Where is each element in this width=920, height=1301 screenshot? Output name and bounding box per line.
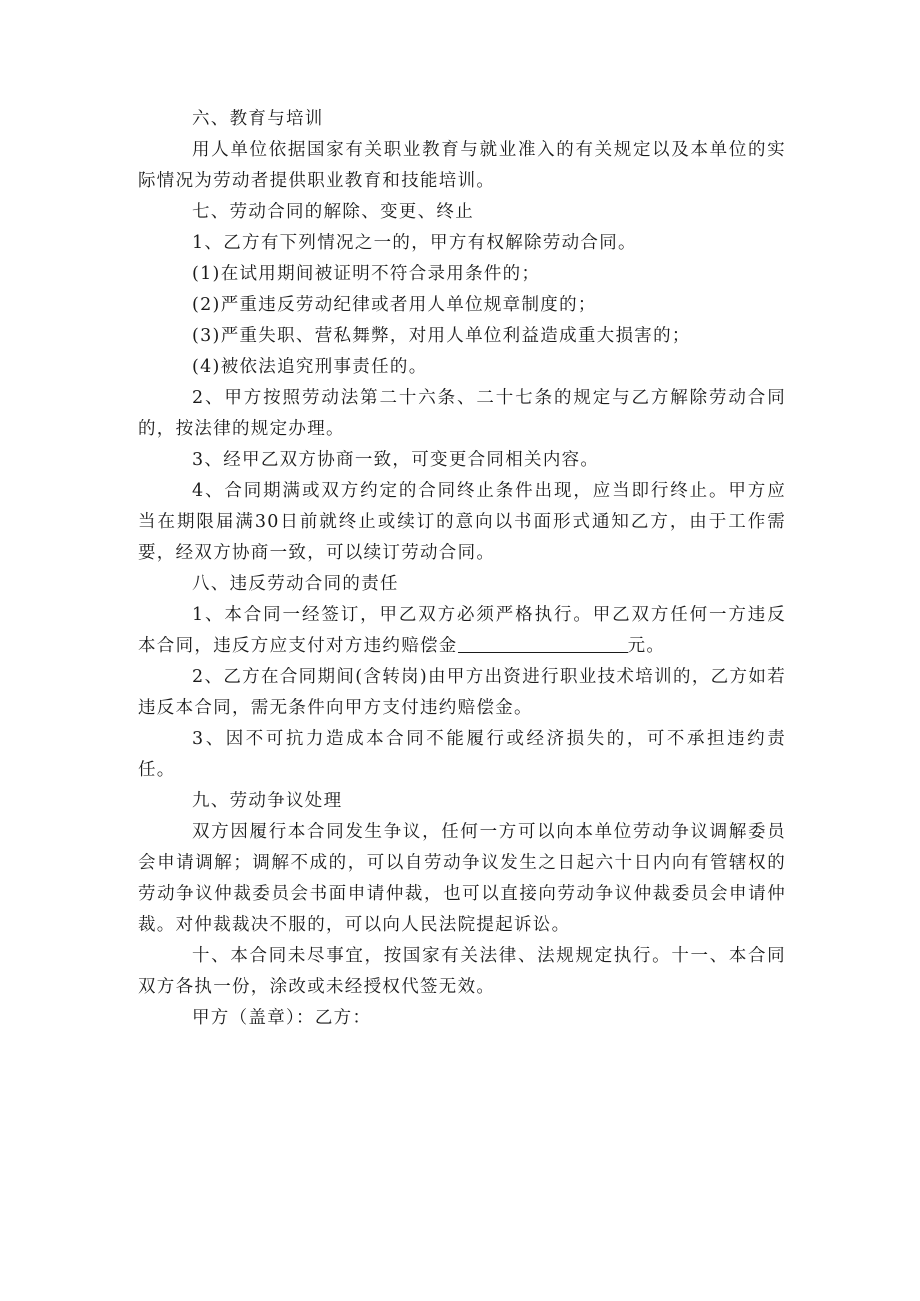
section-8-title: 八、违反劳动合同的责任 — [192, 574, 399, 594]
section-6-title: 六、教育与培训 — [192, 109, 324, 129]
section-7-subitem-4: (4)被依法追究刑事责任的。 — [192, 357, 428, 377]
section-7-subitem-1: (1)在试用期间被证明不符合录用条件的； — [192, 264, 541, 284]
document-page — [138, 104, 786, 1034]
section-7-item-3: 3、经甲乙双方协商一致，可变更合同相关内容。 — [192, 450, 600, 470]
section-6-body: 用人单位依据国家有关职业教育与就业准入的有关规定以及本单位的实际情况为劳动者提供职业教育和技能培训。 — [138, 140, 786, 191]
section-7-title: 七、劳动合同的解除、变更、终止 — [192, 202, 474, 222]
section-7-subitem-2: (2)严重违反劳动纪律或者用人单位规章制度的； — [192, 295, 597, 315]
section-8-item-1 — [138, 600, 786, 662]
section-7-item-1: 1、乙方有下列情况之一的，甲方有权解除劳动合同。 — [192, 233, 637, 253]
compensation-amount-blank — [458, 632, 628, 653]
section-10-body: 十、本合同未尽事宜，按国家有关法律、法规规定执行。十一、本合同双方各执一份，涂改或未经授权代签无效。 — [138, 946, 786, 997]
section-9-body: 双方因履行本合同发生争议，任何一方可以向本单位劳动争议调解委员会申请调解；调解不成的，可以自劳动争议发生之日起六十日内向有管辖权的劳动争议仲裁委员会书面申请仲裁，也可以直接向劳动争议仲裁委员会申请仲裁。对仲裁裁决不服的，可以向人民法院提起诉讼。 — [138, 822, 786, 935]
section-7-subitem-3: (3)严重失职、营私舞弊，对用人单位利益造成重大损害的； — [192, 326, 691, 346]
section-9-title: 九、劳动争议处理 — [192, 791, 343, 811]
section-7-item-2: 2、甲方按照劳动法第二十六条、二十七条的规定与乙方解除劳动合同的，按法律的规定办理。 — [138, 388, 786, 439]
section-8-item-2: 2、乙方在合同期间(含转岗)由甲方出资进行职业技术培训的，乙方如若违反本合同，需无条件向甲方支付违约赔偿金。 — [138, 667, 786, 718]
section-7-item-4: 4、合同期满或双方约定的合同终止条件出现，应当即行终止。甲方应当在期限届满30日前就终止或续订的意向以书面形式通知乙方，由于工作需要，经双方协商一致，可以续订劳动合同。 — [138, 481, 786, 563]
section-8-item-1-unit: 元。 — [627, 636, 666, 656]
section-8-item-3: 3、因不可抗力造成本合同不能履行或经济损失的，可不承担违约责任。 — [138, 729, 786, 780]
signature-line: 甲方（盖章）：乙方： — [192, 1008, 372, 1028]
section-8-item-1-text: 1、本合同一经签订，甲乙双方必须严格执行。甲乙双方任何一方违反本合同，违反方应支付对方违约赔偿金 — [138, 605, 786, 656]
